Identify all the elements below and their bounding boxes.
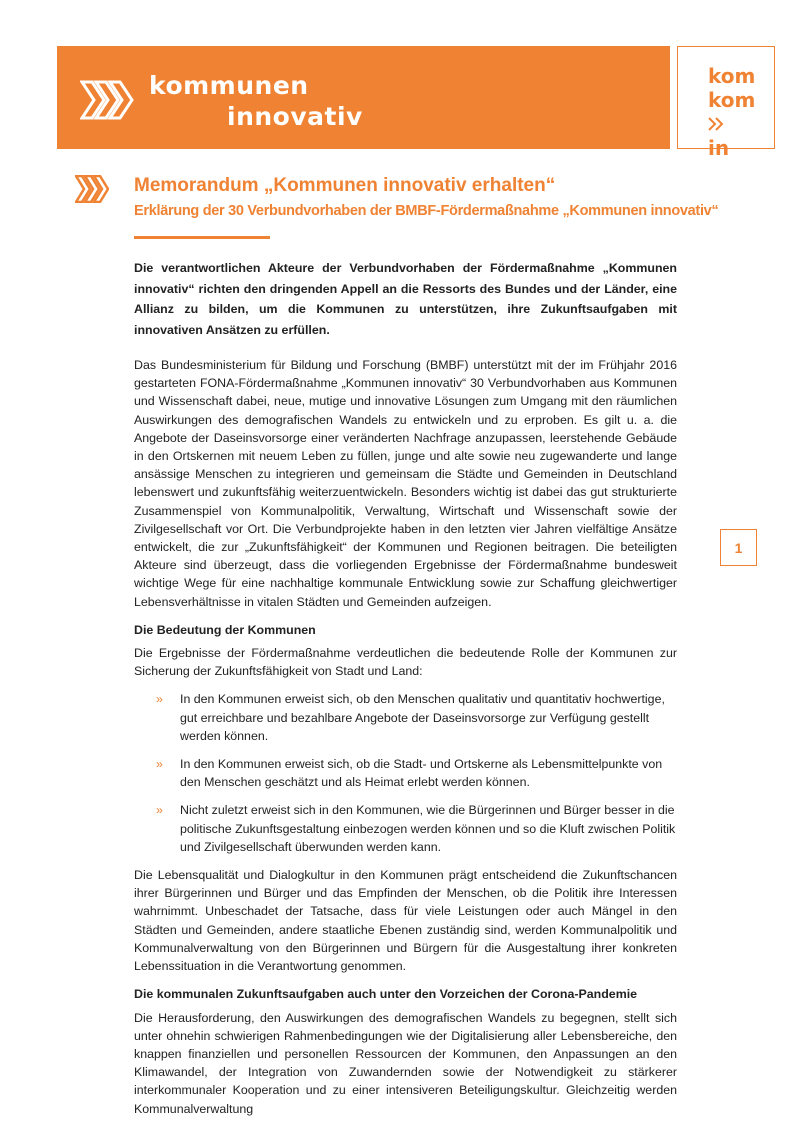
document-body xyxy=(134,258,677,1128)
paragraph-intro: Das Bundesministerium für Bildung und Forschung (BMBF) unterstützt mit der im Frühjahr 2016 gestarteten FONA-Fördermaßnahme „Kommunen innovativ“ 30 Verbundvorhaben aus Kommunen und Wissenschaft dabei, neue, mutige und innovative Lösungen zum Umgang mit den räumlichen Auswirkungen des demografischen Wandels zu entwickeln und zu erproben. Es gilt u. a. die Angebote der Daseinsvorsorge einer veränderten Nachfrage anzupassen, leerstehende Gebäude in den Ortskernen mit neuem Leben zu füllen, junge und alte sowie neu zugewanderte und lange ansässige Menschen zu integrieren und gemeinsam die Städte und Gemeinden in Deutschland lebenswert und zukunftsfähig weiterzuentwickeln. Besonders wichtig ist dabei das gut strukturierte Zusammenspiel von Kommunalpolitik, Verwaltung, Wirtschaft und Wissenschaft sowie der Zivilgesellschaft vor Ort. Die Verbundprojekte haben in den letzten vier Jahren vielfältige Ansätze entwickelt, die zur „Zukunftsfähigkeit“ der Kommunen und Regionen beitragen. Die beteiligten Akteure sind überzeugt, dass die vorliegenden Ergebnisse der Fördermaßnahme bundesweit wichtige Wege für eine nachhaltige kommunale Entwicklung sowie zur Schaffung gleichwertiger Lebensverhältnisse in vitalen Städten und Gemeinden aufzeigen. xyxy=(134,358,677,609)
bullet-icon: » xyxy=(156,757,163,772)
program-name xyxy=(149,70,363,132)
logo-line3 xyxy=(708,112,755,160)
program-name-line1: kommunen xyxy=(149,71,309,100)
paragraph-herausforderung: Die Herausforderung, den Auswirkungen des demografischen Wandels zu begegnen, stellt sich unter ohnehin schwierigen Rahmenbedingungen wie der Digitalisierung aller Lebensbereiche, den knappen finanziellen und personellen Ressourcen der Kommunen, den Anpassungen an den Klimawandel, der Integration von Zuwandernden sowie der Notwendigkeit zu stärkerer interkommunaler Kooperation und zu einer intensiveren Beteiligungskultur. Gleichzeitig werden Kommunalverwaltung xyxy=(134,1010,677,1116)
lead-paragraph: Die verantwortlichen Akteure der Verbundvorhaben der Fördermaßnahme „Kommunen innovativ“ richten den dringenden Appell an die Ressorts des Bundes und der Länder, eine Allianz zu bilden, um die Kommunen zu unterstützen, ihre Zukunftsaufgaben mit innovativen Ansätzen zu erfüllen. xyxy=(134,261,677,337)
chevron-double-right-icon xyxy=(80,80,134,120)
chevron-double-right-icon xyxy=(75,175,109,203)
document-subtitle: Erklärung der 30 Verbundvorhaben der BMBF-Fördermaßnahme „Kommunen innovativ“ xyxy=(134,203,719,219)
list-item xyxy=(134,690,677,745)
title-divider xyxy=(134,236,270,239)
page-number: 1 xyxy=(720,529,757,566)
document-title: Memorandum „Kommunen innovativ erhalten“ xyxy=(134,175,556,196)
list-item-text: Nicht zuletzt erweist sich in den Kommunen, wie die Bürgerinnen und Bürger besser in die politische Zukunftsgestaltung einbezogen werden können und so die Kluft zwischen Politik und Zivilgesellschaft überwunden werden kann. xyxy=(180,803,676,854)
komkomin-logo xyxy=(708,64,755,160)
paragraph-bedeutung: Die Ergebnisse der Fördermaßnahme verdeutlichen die bedeutende Rolle der Kommunen zur Sicherung der Zukunftsfähigkeit von Stadt und Land: xyxy=(134,646,677,679)
section-heading-bedeutung: Die Bedeutung der Kommunen xyxy=(134,622,316,637)
bullet-list xyxy=(134,690,677,856)
bullet-icon: » xyxy=(156,803,163,818)
list-item-text: In den Kommunen erweist sich, ob den Menschen qualitativ und quantitativ hochwertige, gut erreichbare und bezahlbare Angebote der Daseinsvorsorge zur Verfügung gestellt werden können. xyxy=(180,692,665,743)
list-item xyxy=(134,755,677,791)
program-name-line2: innovativ xyxy=(227,102,363,131)
paragraph-lebensqualitaet: Die Lebensqualität und Dialogkultur in den Kommunen prägt entscheidend die Zukunftschancen ihrer Bürgerinnen und Bürger und das Empfinden der Menschen, ob die Politik ihre Interessen wahrnimmt. Unbeschadet der Tatsache, dass für viele Leistungen oder auch Mängel in den Städten und Gemeinden, andere staatliche Ebenen zuständig sind, werden Kommunalpolitik und Kommunalverwaltung von den Bürgerinnen und Bürgern für die Ausgestaltung ihrer konkreten Lebenssituation in die Verantwortung genommen. xyxy=(134,868,677,974)
small-chevron-icon xyxy=(708,117,726,131)
section-heading-zukunftsaufgaben: Die kommunalen Zukunftsaufgaben auch unter den Vorzeichen der Corona-Pandemie xyxy=(134,987,638,1002)
logo-line1: kom xyxy=(708,64,756,88)
logo-line2: kom xyxy=(708,88,756,112)
list-item-text: In den Kommunen erweist sich, ob die Stadt- und Ortskerne als Lebensmittelpunkte von den Menschen geschätzt und als Heimat erlebt werden können. xyxy=(180,757,663,790)
logo-line3-text: in xyxy=(708,136,730,160)
list-item xyxy=(134,801,677,856)
bullet-icon: » xyxy=(156,692,163,707)
